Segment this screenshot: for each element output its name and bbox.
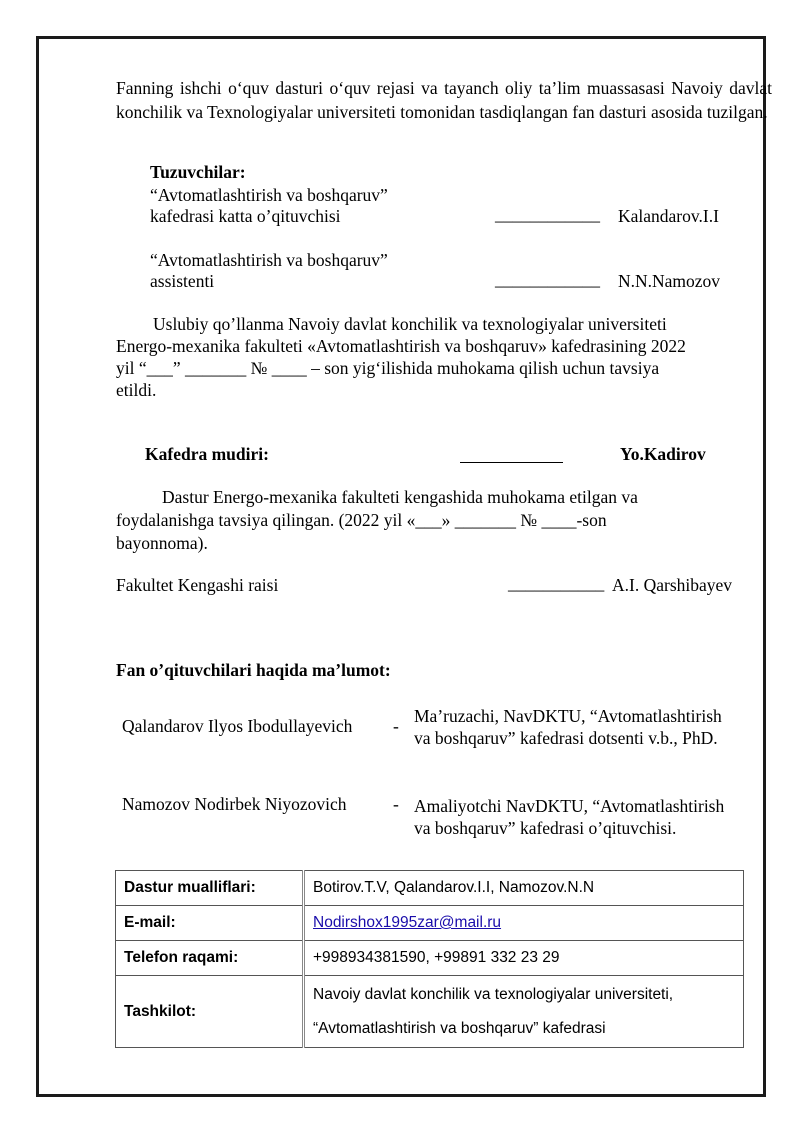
compilers-heading: Tuzuvchilar: [150, 162, 246, 182]
organization-line-1: Navoiy davlat konchilik va texnologiyalar universiteti, [313, 985, 674, 1003]
council-chair-name: A.I. Qarshibayev [612, 575, 733, 595]
teachers-heading: Fan o’qituvchilari haqida ma’lumot: [116, 660, 391, 680]
compiler-2-name: N.N.Namozov [618, 271, 721, 291]
compiler-1-department: “Avtomatlashtirish va boshqaruv” [150, 185, 388, 205]
table-row-phone [116, 941, 744, 976]
organization-line-2: “Avtomatlashtirish va boshqaruv” kafedrasi [313, 1019, 606, 1037]
compiler-1-name: Kalandarov.I.I [618, 206, 719, 226]
compiler-1-signature-line: ____________ [495, 204, 600, 224]
compiler-2-signature-line: ____________ [495, 269, 600, 289]
intro-paragraph: Fanning ishchi o‘quv dasturi o‘quv rejasi va tayanch oliy ta’lim muassasasi Navoiy davlat konchilik va Texnologiyalar universiteti tomonidan tasdiqlangan fan dasturi asosida tuzilgan. [116, 78, 772, 122]
head-of-department-signature-line [460, 462, 563, 463]
program-info-table [115, 870, 744, 1048]
table-row-authors [116, 871, 744, 906]
council-text-line-1: Dastur Energo-mexanika fakulteti kengashida muhokama etilgan va [162, 487, 638, 507]
authors-value: Botirov.T.V, Qalandarov.I.I, Namozov.N.N [304, 871, 744, 906]
email-label: E-mail: [116, 906, 304, 941]
phone-value: +998934381590, +99891 332 23 29 [304, 941, 744, 976]
head-of-department-name: Yo.Kadirov [620, 444, 706, 464]
council-chair-signature-line: ___________ [508, 573, 605, 593]
teacher-2-name: Namozov Nodirbek Niyozovich [122, 794, 347, 814]
table-row-organization [116, 976, 744, 1048]
compiler-2-department: “Avtomatlashtirish va boshqaruv” [150, 250, 388, 270]
recommendation-line-2: Energo-mexanika fakulteti «Avtomatlashtirish va boshqaruv» kafedrasining 2022 [116, 336, 686, 356]
teacher-1-role-line-1: Ma’ruzachi, NavDKTU, “Avtomatlashtirish [414, 706, 722, 726]
organization-cell [304, 976, 744, 1048]
recommendation-line-3: yil “___” _______ № ____ – son yig‘ilishida muhokama qilish uchun tavsiya [116, 358, 660, 378]
teacher-2-role-line-1: Amaliyotchi NavDKTU, “Avtomatlashtirish [414, 796, 725, 816]
teacher-1-role-line-2: va boshqaruv” kafedrasi dotsenti v.b., PhD. [414, 728, 718, 748]
organization-label: Tashkilot: [116, 976, 304, 1048]
recommendation-line-1: Uslubiy qo’llanma Navoiy davlat konchilik va texnologiyalar universiteti [153, 314, 667, 334]
authors-label: Dastur mualliflari: [116, 871, 304, 906]
recommendation-line-4: etildi. [116, 380, 157, 400]
compiler-2-position: assistenti [150, 271, 215, 291]
teacher-1-name: Qalandarov Ilyos Ibodullayevich [122, 716, 353, 736]
teacher-1-dash: - [393, 716, 399, 736]
head-of-department-label: Kafedra mudiri: [145, 444, 269, 464]
compiler-1-position: kafedrasi katta o’qituvchisi [150, 206, 341, 226]
table-row-email [116, 906, 744, 941]
email-cell [304, 906, 744, 941]
email-link[interactable]: Nodirshox1995zar@mail.ru [313, 914, 502, 931]
phone-label: Telefon raqami: [116, 941, 304, 976]
council-text-line-2: foydalanishga tavsiya qilingan. (2022 yil «___» _______ № ____-son [116, 510, 607, 530]
council-text-line-3: bayonnoma). [116, 533, 208, 553]
teacher-2-role-line-2: va boshqaruv” kafedrasi o’qituvchisi. [414, 818, 677, 838]
teacher-2-dash: - [393, 794, 399, 814]
council-chair-label: Fakultet Kengashi raisi [116, 575, 279, 595]
